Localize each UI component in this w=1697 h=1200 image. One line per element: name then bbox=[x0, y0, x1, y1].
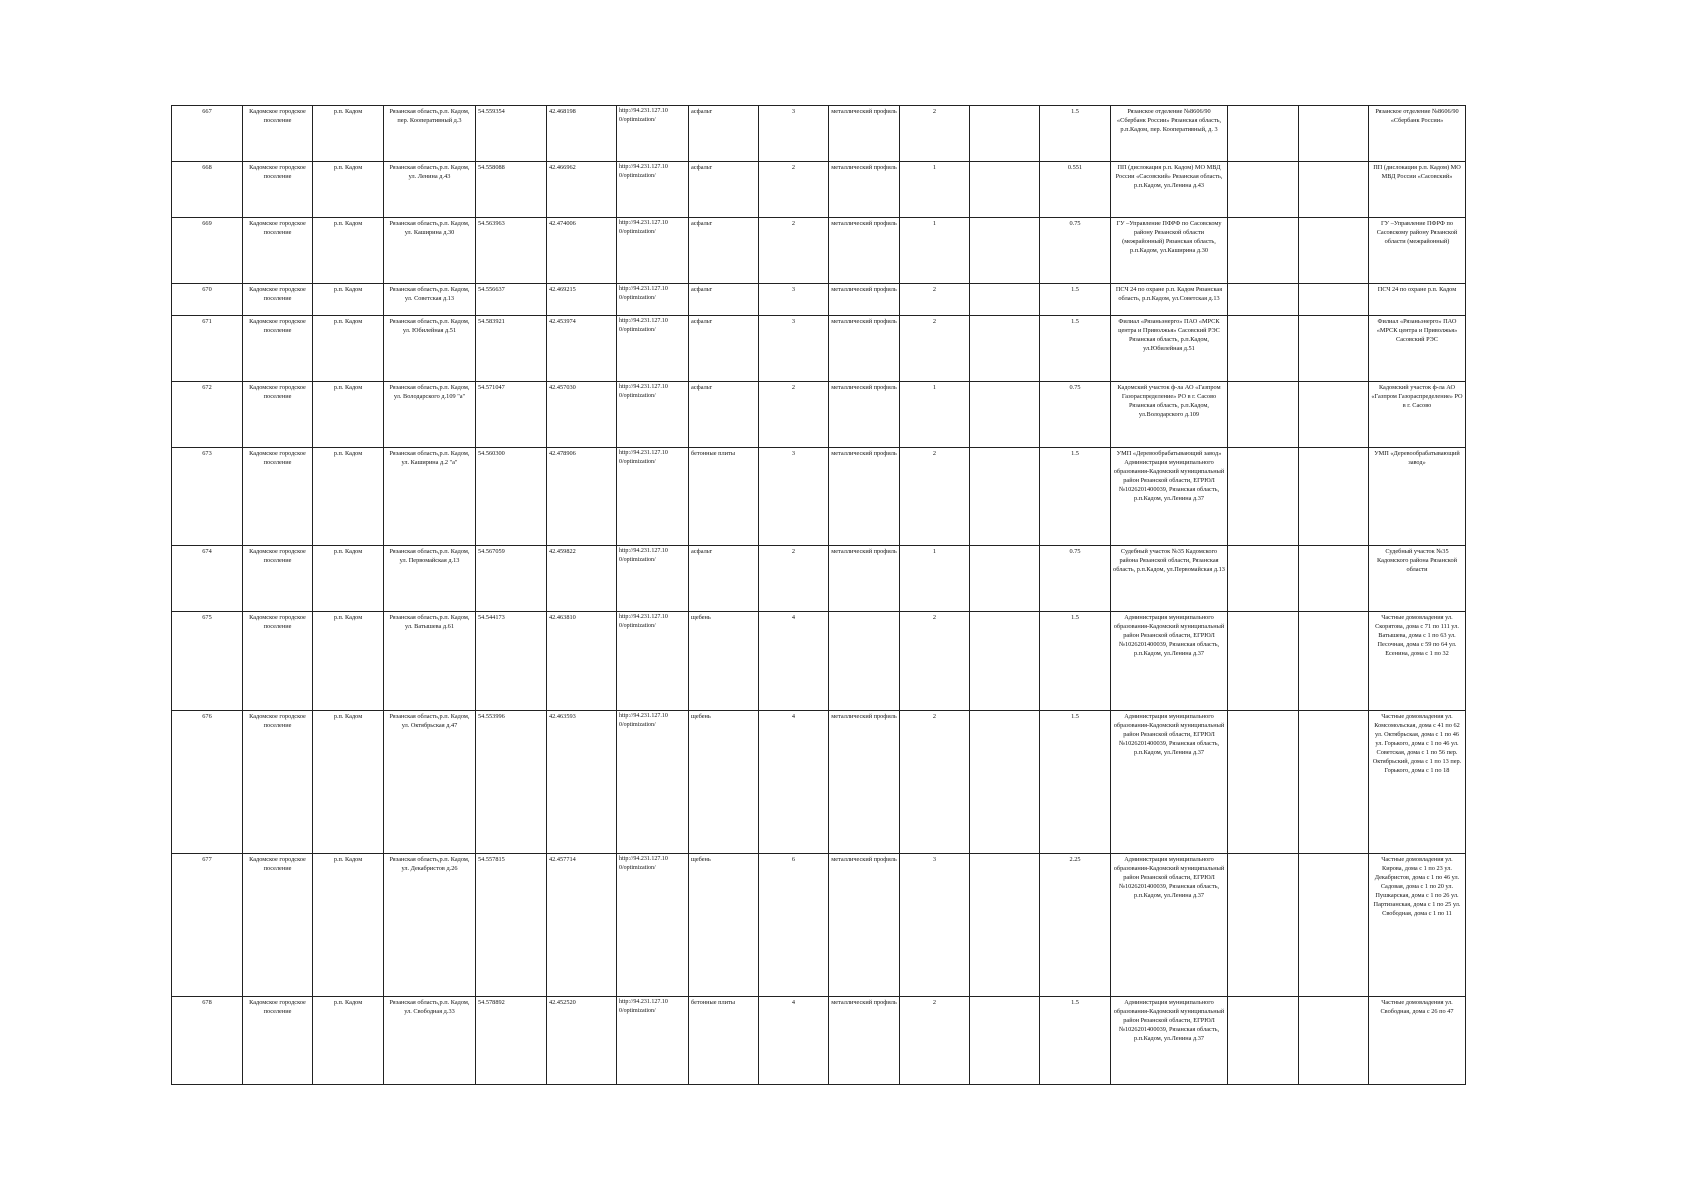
table-row bbox=[172, 162, 1466, 218]
table-row bbox=[172, 284, 1466, 316]
map-link-cell[interactable]: http://94.231.127.10 0/optimization/ bbox=[617, 612, 689, 711]
waste-source-cell: ГУ –Управление ПФРФ по Сасовскому району Рязанской области (межрайонный) bbox=[1369, 218, 1466, 284]
address-cell: Рязанская область,р.п. Кадом, пер. Кооперативный д.3 bbox=[384, 106, 476, 162]
volume-cell: 2 bbox=[900, 106, 970, 162]
locality-cell: р.п. Кадом bbox=[313, 162, 384, 218]
latitude-cell: 54.559354 bbox=[476, 106, 547, 162]
locality-cell: р.п. Кадом bbox=[313, 106, 384, 162]
waste-source-cell: Частные домовладения ул. Кирова, дома с 1 по 23 ул. Декабристов, дома с 1 по 46 ул. Садовая, дома с 1 по 20 ул. Пушкарская, дома с 1 по 26 ул. Партизанская, дома с 1 по 25 ул. Свободная, дома с 1 по 11 bbox=[1369, 854, 1466, 997]
row-number: 667 bbox=[172, 106, 243, 162]
address-cell: Рязанская область,р.п. Кадом, ул. Свободная д.33 bbox=[384, 997, 476, 1085]
settlement-cell: Кадомское городское поселение bbox=[243, 382, 313, 448]
locality-cell: р.п. Кадом bbox=[313, 997, 384, 1085]
empty-cell bbox=[1299, 218, 1369, 284]
row-number: 675 bbox=[172, 612, 243, 711]
waste-source-cell: Кадомский участок ф-ла АО «Газпром Газораспределение» РО в г. Сасово bbox=[1369, 382, 1466, 448]
container-material-cell: металлический профиль bbox=[829, 162, 900, 218]
map-link-cell[interactable]: http://94.231.127.10 0/optimization/ bbox=[617, 382, 689, 448]
empty-cell bbox=[1228, 711, 1299, 854]
volume-cell: 2 bbox=[900, 284, 970, 316]
empty-cell bbox=[1299, 997, 1369, 1085]
owner-cell: ПСЧ 24 по охране р.п. Кадом Рязанская область, р.п.Кадом, ул.Советская д.13 bbox=[1111, 284, 1228, 316]
longitude-cell: 42.459822 bbox=[547, 546, 617, 612]
empty-cell bbox=[970, 448, 1040, 546]
address-cell: Рязанская область,р.п. Кадом, ул. Юбилейная д.51 bbox=[384, 316, 476, 382]
row-number: 677 bbox=[172, 854, 243, 997]
address-cell: Рязанская область,р.п. Кадом, ул. Первомайская д.13 bbox=[384, 546, 476, 612]
empty-cell bbox=[970, 612, 1040, 711]
volume-cell: 1 bbox=[900, 162, 970, 218]
capacity-cell: 1.5 bbox=[1040, 612, 1111, 711]
empty-cell bbox=[970, 284, 1040, 316]
empty-cell bbox=[1228, 612, 1299, 711]
longitude-cell: 42.474006 bbox=[547, 218, 617, 284]
empty-cell bbox=[970, 106, 1040, 162]
map-link-cell[interactable]: http://94.231.127.10 0/optimization/ bbox=[617, 997, 689, 1085]
empty-cell bbox=[1228, 218, 1299, 284]
empty-cell bbox=[1299, 546, 1369, 612]
settlement-cell: Кадомское городское поселение bbox=[243, 854, 313, 997]
container-count-cell: 3 bbox=[759, 316, 829, 382]
capacity-cell: 1.5 bbox=[1040, 106, 1111, 162]
container-material-cell: металлический профиль bbox=[829, 382, 900, 448]
table-row bbox=[172, 106, 1466, 162]
empty-cell bbox=[1299, 854, 1369, 997]
empty-cell bbox=[1228, 284, 1299, 316]
owner-cell: Судебный участок №35 Кадомского района Рязанской области, Рязанская область, р.п.Кадом, ул.Первомайская д.13 bbox=[1111, 546, 1228, 612]
address-cell: Рязанская область,р.п. Кадом, ул. Советская д.13 bbox=[384, 284, 476, 316]
map-link-cell[interactable]: http://94.231.127.10 0/optimization/ bbox=[617, 316, 689, 382]
empty-cell bbox=[1228, 106, 1299, 162]
latitude-cell: 54.553996 bbox=[476, 711, 547, 854]
row-number: 674 bbox=[172, 546, 243, 612]
empty-cell bbox=[1228, 997, 1299, 1085]
address-cell: Рязанская область,р.п. Кадом, ул. Октябрьская д.47 bbox=[384, 711, 476, 854]
address-cell: Рязанская область,р.п. Кадом, ул. Каширина д.2 "а" bbox=[384, 448, 476, 546]
settlement-cell: Кадомское городское поселение bbox=[243, 316, 313, 382]
container-material-cell: металлический профиль bbox=[829, 546, 900, 612]
capacity-cell: 1.5 bbox=[1040, 448, 1111, 546]
address-cell: Рязанская область,р.п. Кадом, ул. Ватышева д.61 bbox=[384, 612, 476, 711]
container-count-cell: 3 bbox=[759, 284, 829, 316]
map-link-cell[interactable]: http://94.231.127.10 0/optimization/ bbox=[617, 546, 689, 612]
empty-cell bbox=[1228, 382, 1299, 448]
map-link-cell[interactable]: http://94.231.127.10 0/optimization/ bbox=[617, 854, 689, 997]
settlement-cell: Кадомское городское поселение bbox=[243, 448, 313, 546]
latitude-cell: 54.571047 bbox=[476, 382, 547, 448]
capacity-cell: 0.551 bbox=[1040, 162, 1111, 218]
empty-cell bbox=[1299, 162, 1369, 218]
address-cell: Рязанская область,р.п. Кадом, ул. Ленина д.43 bbox=[384, 162, 476, 218]
container-material-cell: металлический профиль bbox=[829, 284, 900, 316]
owner-cell: Филиал «Рязаньэнерго» ПАО «МРСК центра и Приволжья» Сасовский РЭС Рязанская область, р.п.Кадом, ул.Юбилейная д.51 bbox=[1111, 316, 1228, 382]
surface-cell: асфальт bbox=[689, 316, 759, 382]
container-count-cell: 2 bbox=[759, 162, 829, 218]
volume-cell: 1 bbox=[900, 382, 970, 448]
longitude-cell: 42.469215 bbox=[547, 284, 617, 316]
waste-source-cell: ПП (дислокация р.п. Кадом) МО МВД России «Сасовский» bbox=[1369, 162, 1466, 218]
owner-cell: ГУ –Управление ПФРФ по Сасовскому району Рязанской области (межрайонный) Рязанская область, р.п.Кадом, ул.Каширина д.30 bbox=[1111, 218, 1228, 284]
empty-cell bbox=[1299, 382, 1369, 448]
container-count-cell: 4 bbox=[759, 612, 829, 711]
table-row bbox=[172, 711, 1466, 854]
empty-cell bbox=[1228, 316, 1299, 382]
capacity-cell: 1.5 bbox=[1040, 997, 1111, 1085]
volume-cell: 2 bbox=[900, 448, 970, 546]
locality-cell: р.п. Кадом bbox=[313, 448, 384, 546]
volume-cell: 1 bbox=[900, 218, 970, 284]
empty-cell bbox=[1299, 612, 1369, 711]
empty-cell bbox=[1228, 162, 1299, 218]
owner-cell: УМП «Деревообрабатывающий завод» Администрация муниципального образования-Кадомский муниципальный район Рязанской области, ЕГРЮЛ №1026201400039, Рязанская область, р.п.Кадом, ул.Ленина д.37 bbox=[1111, 448, 1228, 546]
volume-cell: 3 bbox=[900, 854, 970, 997]
waste-source-cell: Частные домовладения ул. Свободная, дома с 26 по 47 bbox=[1369, 997, 1466, 1085]
latitude-cell: 54.567059 bbox=[476, 546, 547, 612]
address-cell: Рязанская область,р.п. Кадом, ул. Декабристов д.26 bbox=[384, 854, 476, 997]
waste-source-cell: Рязанское отделение №8606/90 «Сбербанк России» bbox=[1369, 106, 1466, 162]
latitude-cell: 54.560300 bbox=[476, 448, 547, 546]
container-material-cell: металлический профиль bbox=[829, 997, 900, 1085]
latitude-cell: 54.544173 bbox=[476, 612, 547, 711]
settlement-cell: Кадомское городское поселение bbox=[243, 162, 313, 218]
locality-cell: р.п. Кадом bbox=[313, 546, 384, 612]
volume-cell: 1 bbox=[900, 546, 970, 612]
row-number: 673 bbox=[172, 448, 243, 546]
settlement-cell: Кадомское городское поселение bbox=[243, 284, 313, 316]
empty-cell bbox=[970, 162, 1040, 218]
row-number: 670 bbox=[172, 284, 243, 316]
empty-cell bbox=[1299, 284, 1369, 316]
surface-cell: щебень bbox=[689, 711, 759, 854]
row-number: 678 bbox=[172, 997, 243, 1085]
empty-cell bbox=[1299, 448, 1369, 546]
container-material-cell: металлический профиль bbox=[829, 448, 900, 546]
container-material-cell: металлический профиль bbox=[829, 854, 900, 997]
capacity-cell: 0.75 bbox=[1040, 382, 1111, 448]
longitude-cell: 42.452520 bbox=[547, 997, 617, 1085]
container-count-cell: 3 bbox=[759, 106, 829, 162]
locality-cell: р.п. Кадом bbox=[313, 854, 384, 997]
owner-cell: Кадомский участок ф-ла АО «Газпром Газораспределение» РО в г. Сасово Рязанская область, р.п.Кадом, ул.Володарского д.109 bbox=[1111, 382, 1228, 448]
longitude-cell: 42.453974 bbox=[547, 316, 617, 382]
locality-cell: р.п. Кадом bbox=[313, 218, 384, 284]
owner-cell: Администрация муниципального образования-Кадомский муниципальный район Рязанской области, ЕГРЮЛ №1026201400039, Рязанская область, р.п.Кадом, ул.Ленина д.37 bbox=[1111, 711, 1228, 854]
surface-cell: бетонные плиты bbox=[689, 997, 759, 1085]
table-row bbox=[172, 854, 1466, 997]
settlement-cell: Кадомское городское поселение bbox=[243, 612, 313, 711]
surface-cell: асфальт bbox=[689, 382, 759, 448]
settlement-cell: Кадомское городское поселение bbox=[243, 546, 313, 612]
settlement-cell: Кадомское городское поселение bbox=[243, 997, 313, 1085]
waste-source-cell: Частные домовладения ул. Комсомольская, дома с 41 по 62 ул. Октябрьская, дома с 1 по 46 ул. Горького, дома с 1 по 46 ул. Советская, дома с 1 по 56 пер. Октябрьский, дома с 1 по 13 пер. Горького, дома с 1 по 18 bbox=[1369, 711, 1466, 854]
row-number: 672 bbox=[172, 382, 243, 448]
surface-cell: асфальт bbox=[689, 218, 759, 284]
table-row bbox=[172, 612, 1466, 711]
owner-cell: Администрация муниципального образования-Кадомский муниципальный район Рязанской области, ЕГРЮЛ №1026201400039, Рязанская область, р.п.Кадом, ул.Ленина д.37 bbox=[1111, 612, 1228, 711]
empty-cell bbox=[1228, 546, 1299, 612]
empty-cell bbox=[970, 997, 1040, 1085]
longitude-cell: 42.466962 bbox=[547, 162, 617, 218]
address-cell: Рязанская область,р.п. Кадом, ул. Володарского д.109 "а" bbox=[384, 382, 476, 448]
volume-cell: 2 bbox=[900, 612, 970, 711]
container-material-cell bbox=[829, 612, 900, 711]
empty-cell bbox=[1299, 711, 1369, 854]
empty-cell bbox=[1299, 316, 1369, 382]
empty-cell bbox=[970, 316, 1040, 382]
empty-cell bbox=[970, 218, 1040, 284]
table-row bbox=[172, 316, 1466, 382]
owner-cell: Рязанское отделение №8606/90 «Сбербанк России» Рязанская область, р.п.Кадом, пер. Кооперативный, д. 3 bbox=[1111, 106, 1228, 162]
waste-source-cell: Филиал «Рязаньэнерго» ПАО «МРСК центра и Приволжья» Сасовский РЭС bbox=[1369, 316, 1466, 382]
table-row bbox=[172, 997, 1466, 1085]
map-link-cell[interactable]: http://94.231.127.10 0/optimization/ bbox=[617, 711, 689, 854]
row-number: 668 bbox=[172, 162, 243, 218]
row-number: 676 bbox=[172, 711, 243, 854]
empty-cell bbox=[970, 382, 1040, 448]
row-number: 671 bbox=[172, 316, 243, 382]
latitude-cell: 54.558088 bbox=[476, 162, 547, 218]
surface-cell: щебень bbox=[689, 854, 759, 997]
longitude-cell: 42.457030 bbox=[547, 382, 617, 448]
container-count-cell: 4 bbox=[759, 711, 829, 854]
owner-cell: Администрация муниципального образования-Кадомский муниципальный район Рязанской области, ЕГРЮЛ №1026201400039, Рязанская область, р.п.Кадом, ул.Ленина д.37 bbox=[1111, 854, 1228, 997]
empty-cell bbox=[970, 854, 1040, 997]
latitude-cell: 54.563963 bbox=[476, 218, 547, 284]
container-material-cell: металлический профиль bbox=[829, 106, 900, 162]
container-material-cell: металлический профиль bbox=[829, 218, 900, 284]
volume-cell: 2 bbox=[900, 997, 970, 1085]
surface-cell: щебень bbox=[689, 612, 759, 711]
surface-cell: асфальт bbox=[689, 284, 759, 316]
container-material-cell: металлический профиль bbox=[829, 316, 900, 382]
map-link-cell[interactable]: http://94.231.127.10 0/optimization/ bbox=[617, 106, 689, 162]
longitude-cell: 42.463593 bbox=[547, 711, 617, 854]
waste-source-cell: Судебный участок №35 Кадомского района Рязанской области bbox=[1369, 546, 1466, 612]
empty-cell bbox=[970, 711, 1040, 854]
latitude-cell: 54.583921 bbox=[476, 316, 547, 382]
table-body bbox=[172, 106, 1466, 1085]
container-count-cell: 4 bbox=[759, 997, 829, 1085]
settlement-cell: Кадомское городское поселение bbox=[243, 106, 313, 162]
map-link-cell[interactable]: http://94.231.127.10 0/optimization/ bbox=[617, 218, 689, 284]
map-link-cell[interactable]: http://94.231.127.10 0/optimization/ bbox=[617, 284, 689, 316]
locality-cell: р.п. Кадом bbox=[313, 711, 384, 854]
waste-source-cell: Частные домовладения ул. Скорятова, дома с 71 по 111 ул. Ватышева, дома с 1 по 63 ул. Песочная, дома с 59 по 64 ул. Есенина, дома с 1 по 32 bbox=[1369, 612, 1466, 711]
container-count-cell: 3 bbox=[759, 448, 829, 546]
table-row bbox=[172, 382, 1466, 448]
table-row bbox=[172, 546, 1466, 612]
empty-cell bbox=[1299, 106, 1369, 162]
locality-cell: р.п. Кадом bbox=[313, 612, 384, 711]
owner-cell: ПП (дислокация р.п. Кадом) МО МВД России «Сасовский» Рязанская область, р.п.Кадом, ул.Ленина д.43 bbox=[1111, 162, 1228, 218]
surface-cell: асфальт bbox=[689, 546, 759, 612]
empty-cell bbox=[970, 546, 1040, 612]
longitude-cell: 42.457714 bbox=[547, 854, 617, 997]
capacity-cell: 1.5 bbox=[1040, 316, 1111, 382]
locality-cell: р.п. Кадом bbox=[313, 316, 384, 382]
surface-cell: асфальт bbox=[689, 162, 759, 218]
latitude-cell: 54.556637 bbox=[476, 284, 547, 316]
capacity-cell: 1.5 bbox=[1040, 284, 1111, 316]
capacity-cell: 0.75 bbox=[1040, 218, 1111, 284]
address-cell: Рязанская область,р.п. Кадом, ул. Каширина д.30 bbox=[384, 218, 476, 284]
settlement-cell: Кадомское городское поселение bbox=[243, 711, 313, 854]
locality-cell: р.п. Кадом bbox=[313, 284, 384, 316]
table-row bbox=[172, 218, 1466, 284]
container-count-cell: 2 bbox=[759, 382, 829, 448]
table-row bbox=[172, 448, 1466, 546]
container-material-cell: металлический профиль bbox=[829, 711, 900, 854]
latitude-cell: 54.557815 bbox=[476, 854, 547, 997]
surface-cell: асфальт bbox=[689, 106, 759, 162]
map-link-cell[interactable]: http://94.231.127.10 0/optimization/ bbox=[617, 162, 689, 218]
capacity-cell: 1.5 bbox=[1040, 711, 1111, 854]
container-count-cell: 6 bbox=[759, 854, 829, 997]
longitude-cell: 42.478906 bbox=[547, 448, 617, 546]
locality-cell: р.п. Кадом bbox=[313, 382, 384, 448]
latitude-cell: 54.578892 bbox=[476, 997, 547, 1085]
settlement-cell: Кадомское городское поселение bbox=[243, 218, 313, 284]
longitude-cell: 42.468198 bbox=[547, 106, 617, 162]
longitude-cell: 42.463810 bbox=[547, 612, 617, 711]
map-link-cell[interactable]: http://94.231.127.10 0/optimization/ bbox=[617, 448, 689, 546]
volume-cell: 2 bbox=[900, 316, 970, 382]
volume-cell: 2 bbox=[900, 711, 970, 854]
empty-cell bbox=[1228, 854, 1299, 997]
row-number: 669 bbox=[172, 218, 243, 284]
surface-cell: бетонные плиты bbox=[689, 448, 759, 546]
owner-cell: Администрация муниципального образования-Кадомский муниципальный район Рязанской области, ЕГРЮЛ №1026201400039, Рязанская область, р.п.Кадом, ул.Ленина д.37 bbox=[1111, 997, 1228, 1085]
container-count-cell: 2 bbox=[759, 218, 829, 284]
empty-cell bbox=[1228, 448, 1299, 546]
waste-source-cell: УМП «Деревообрабатывающий завод» bbox=[1369, 448, 1466, 546]
waste-source-cell: ПСЧ 24 по охране р.п. Кадом bbox=[1369, 284, 1466, 316]
capacity-cell: 0.75 bbox=[1040, 546, 1111, 612]
container-count-cell: 2 bbox=[759, 546, 829, 612]
capacity-cell: 2.25 bbox=[1040, 854, 1111, 997]
registry-table bbox=[171, 105, 1466, 1085]
